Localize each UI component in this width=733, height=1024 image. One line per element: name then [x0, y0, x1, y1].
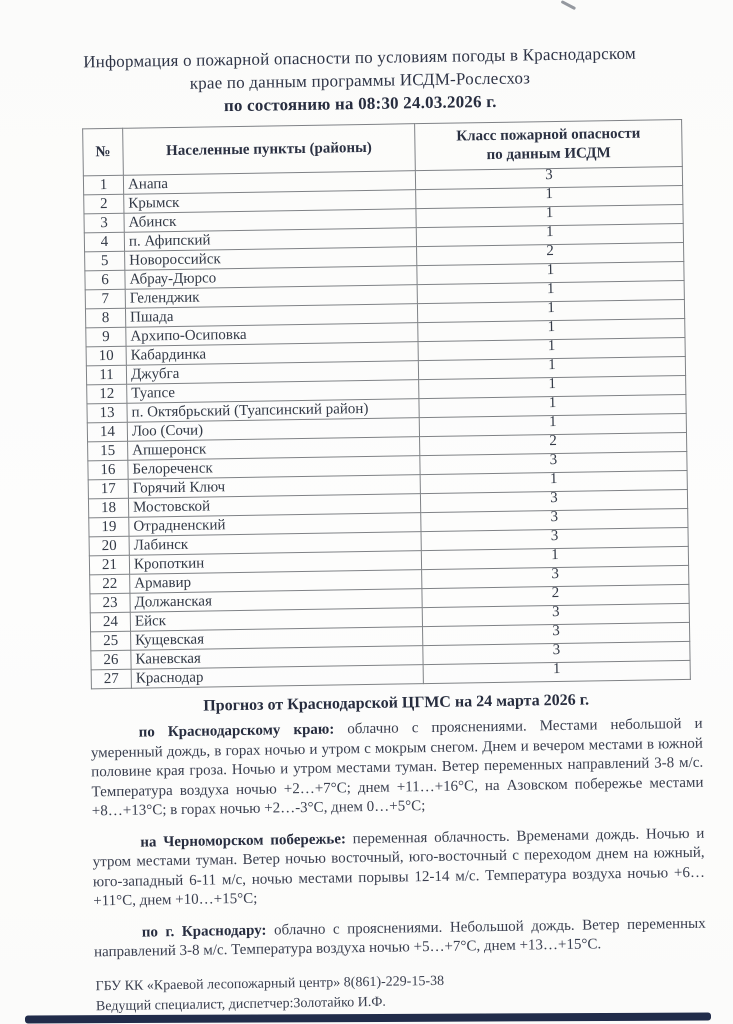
cell-number: 12 [87, 384, 127, 404]
forecast-paragraph-lead: на Черноморском побережье: [140, 830, 347, 851]
cell-danger-class: 2 [416, 239, 683, 262]
fire-danger-table [82, 119, 691, 689]
cell-settlement: Кабардинка [126, 342, 418, 366]
forecast-paragraph-text: переменная облачность. Временами дождь. Ночью и утром местами туман. Ветер ночью восточный, юго-восточный с переходом днем на южный, юго-западный 6-11 м/с, ночью местами порывы 12-14 м/с. Температура воздуха ночью +6…+11°С, днем +10…+15°С; [92, 825, 706, 910]
forecast-paragraph-lead: по Краснодарскому краю: [138, 721, 335, 741]
cell-settlement: Туапсе [127, 380, 419, 404]
cell-danger-class: 3 [420, 486, 687, 509]
cell-settlement: Мостовской [128, 494, 420, 518]
table-body [83, 166, 690, 688]
cell-settlement: Отрадненский [129, 513, 421, 537]
cell-danger-class: 3 [420, 448, 687, 471]
cell-settlement: Кропоткин [129, 551, 421, 575]
cell-number: 26 [91, 650, 131, 670]
cell-settlement: Ейск [130, 608, 422, 632]
cell-settlement: Архипо-Осиповка [126, 323, 418, 347]
cell-number: 22 [90, 574, 130, 594]
cell-danger-class: 2 [422, 581, 689, 604]
cell-number: 20 [89, 536, 129, 556]
cell-danger-class: 1 [420, 467, 687, 490]
cell-number: 9 [86, 327, 126, 347]
cell-danger-class: 1 [423, 657, 690, 680]
cell-danger-class: 3 [421, 524, 688, 547]
cell-number: 3 [84, 213, 124, 233]
forecast-paragraphs [90, 715, 706, 963]
cell-number: 1 [83, 175, 123, 195]
cell-settlement: п. Октябрьский (Туапсинский район) [127, 399, 419, 423]
forecast-paragraph-lead: по г. Краснодару: [141, 922, 267, 941]
cell-danger-class: 1 [419, 391, 686, 414]
cell-danger-class: 1 [421, 543, 688, 566]
cell-settlement: Краснодар [131, 665, 423, 689]
cell-settlement: Новороссийск [125, 247, 417, 271]
cell-number: 27 [91, 669, 131, 689]
cell-settlement: Каневская [131, 646, 423, 670]
cell-danger-class: 1 [417, 277, 684, 300]
title-line-2: крае по данным программы ИСДМ-Рослесхоз [189, 68, 531, 93]
cell-settlement: Армавир [130, 570, 422, 594]
cell-settlement: Геленджик [125, 285, 417, 309]
danger-class-header-line-1: Класс пожарной опасности [456, 125, 641, 145]
cell-danger-class: 3 [422, 619, 689, 642]
document-title [23, 41, 697, 121]
cell-number: 18 [88, 498, 128, 518]
document-footer [95, 967, 733, 1017]
forecast-paragraph [92, 824, 705, 912]
cell-danger-class: 3 [422, 600, 689, 623]
cell-number: 11 [86, 365, 126, 385]
column-header-settlement: Населенные пункты (районы) [123, 124, 416, 176]
cell-settlement: Горячий Ключ [128, 475, 420, 499]
cell-settlement: Анапа [123, 171, 415, 195]
cell-danger-class: 3 [422, 562, 689, 585]
cell-danger-class: 1 [416, 220, 683, 243]
forecast-paragraph-text: облачно с прояснениями. Местами небольшой и умеренный дождь, в горах ночью и утром с мокрым снегом. Днем и вечером местами в южной половине края гроза. Ночью и утром местами туман. Ветер переменных направлений 3-8 м/с. Температура воздуха ночью +2…+7°С; днем +11…+16°С, на Азовском побережье местами +8…+13°С; в горах ночью +2…-3°С, днем 0…+5°С; [90, 715, 704, 820]
cell-settlement: Абрау-Дюрсо [125, 266, 417, 290]
cell-danger-class: 3 [415, 163, 682, 186]
cell-danger-class: 1 [418, 353, 685, 376]
cell-number: 14 [87, 422, 127, 442]
cell-danger-class: 1 [419, 372, 686, 395]
cell-number: 17 [88, 479, 128, 499]
cell-settlement: Абинск [124, 209, 416, 233]
cell-settlement: п. Афипский [124, 228, 416, 252]
cell-number: 13 [87, 403, 127, 423]
cell-number: 5 [85, 251, 125, 271]
cell-number: 23 [90, 593, 130, 613]
cell-number: 19 [89, 517, 129, 537]
cell-number: 2 [84, 194, 124, 214]
forecast-paragraph [94, 914, 707, 963]
forecast-paragraph [90, 715, 703, 822]
cell-settlement: Кущевская [131, 627, 423, 651]
forecast-heading: Прогноз от Краснодарской ЦГМС на 24 марта 2026 г. [203, 691, 590, 715]
cell-settlement: Джубга [126, 361, 418, 385]
cell-number: 21 [89, 555, 129, 575]
cell-danger-class: 1 [417, 296, 684, 319]
cell-danger-class: 1 [417, 258, 684, 281]
forecast-section [90, 690, 706, 963]
cell-number: 15 [88, 441, 128, 461]
title-line-1: Информация о пожарной опасности по условиям погоды в Краснодарском [83, 43, 636, 72]
cell-number: 16 [88, 460, 128, 480]
cell-number: 4 [84, 232, 124, 252]
cell-settlement: Апшеронск [128, 437, 420, 461]
cell-settlement: Лоо (Сочи) [127, 418, 419, 442]
cell-danger-class: 1 [418, 334, 685, 357]
cell-settlement: Крымск [124, 190, 416, 214]
danger-class-header-line-2: по данным ИСДМ [486, 145, 611, 164]
forecast-paragraph-text: облачно с прояснениями. Небольшой дождь. Ветер переменных направлений 3-8 м/с. Температура воздуха ночью +5…+7°С, днем +13…+15°С. [93, 915, 706, 961]
cell-number: 8 [85, 308, 125, 328]
cell-danger-class: 3 [423, 638, 690, 661]
cell-danger-class: 1 [418, 315, 685, 338]
scan-edge-bottom-artifact [25, 1013, 711, 1024]
cell-danger-class: 1 [416, 201, 683, 224]
cell-danger-class: 2 [419, 429, 686, 452]
cell-danger-class: 1 [416, 182, 683, 205]
cell-danger-class: 3 [421, 505, 688, 528]
cell-settlement: Пшада [125, 304, 417, 328]
cell-number: 7 [85, 289, 125, 309]
footer-specialist: Ведущий специалист, диспетчер:Золотайко И.Ф. [95, 994, 386, 1014]
cell-settlement: Лабинск [129, 532, 421, 556]
cell-settlement: Должанская [130, 589, 422, 613]
cell-number: 10 [86, 346, 126, 366]
cell-number: 6 [85, 270, 125, 290]
column-header-number: № [83, 128, 124, 176]
column-header-danger-class [415, 119, 683, 170]
cell-number: 24 [90, 612, 130, 632]
cell-number: 25 [91, 631, 131, 651]
cell-danger-class: 1 [419, 410, 686, 433]
footer-organization-phone: ГБУ КК «Краевой лесопожарный центр» 8(861)-229-15-38 [95, 973, 445, 994]
cell-settlement: Белореченск [128, 456, 420, 480]
title-line-3: по состоянию на 08:30 24.03.2026 г. [223, 91, 497, 116]
